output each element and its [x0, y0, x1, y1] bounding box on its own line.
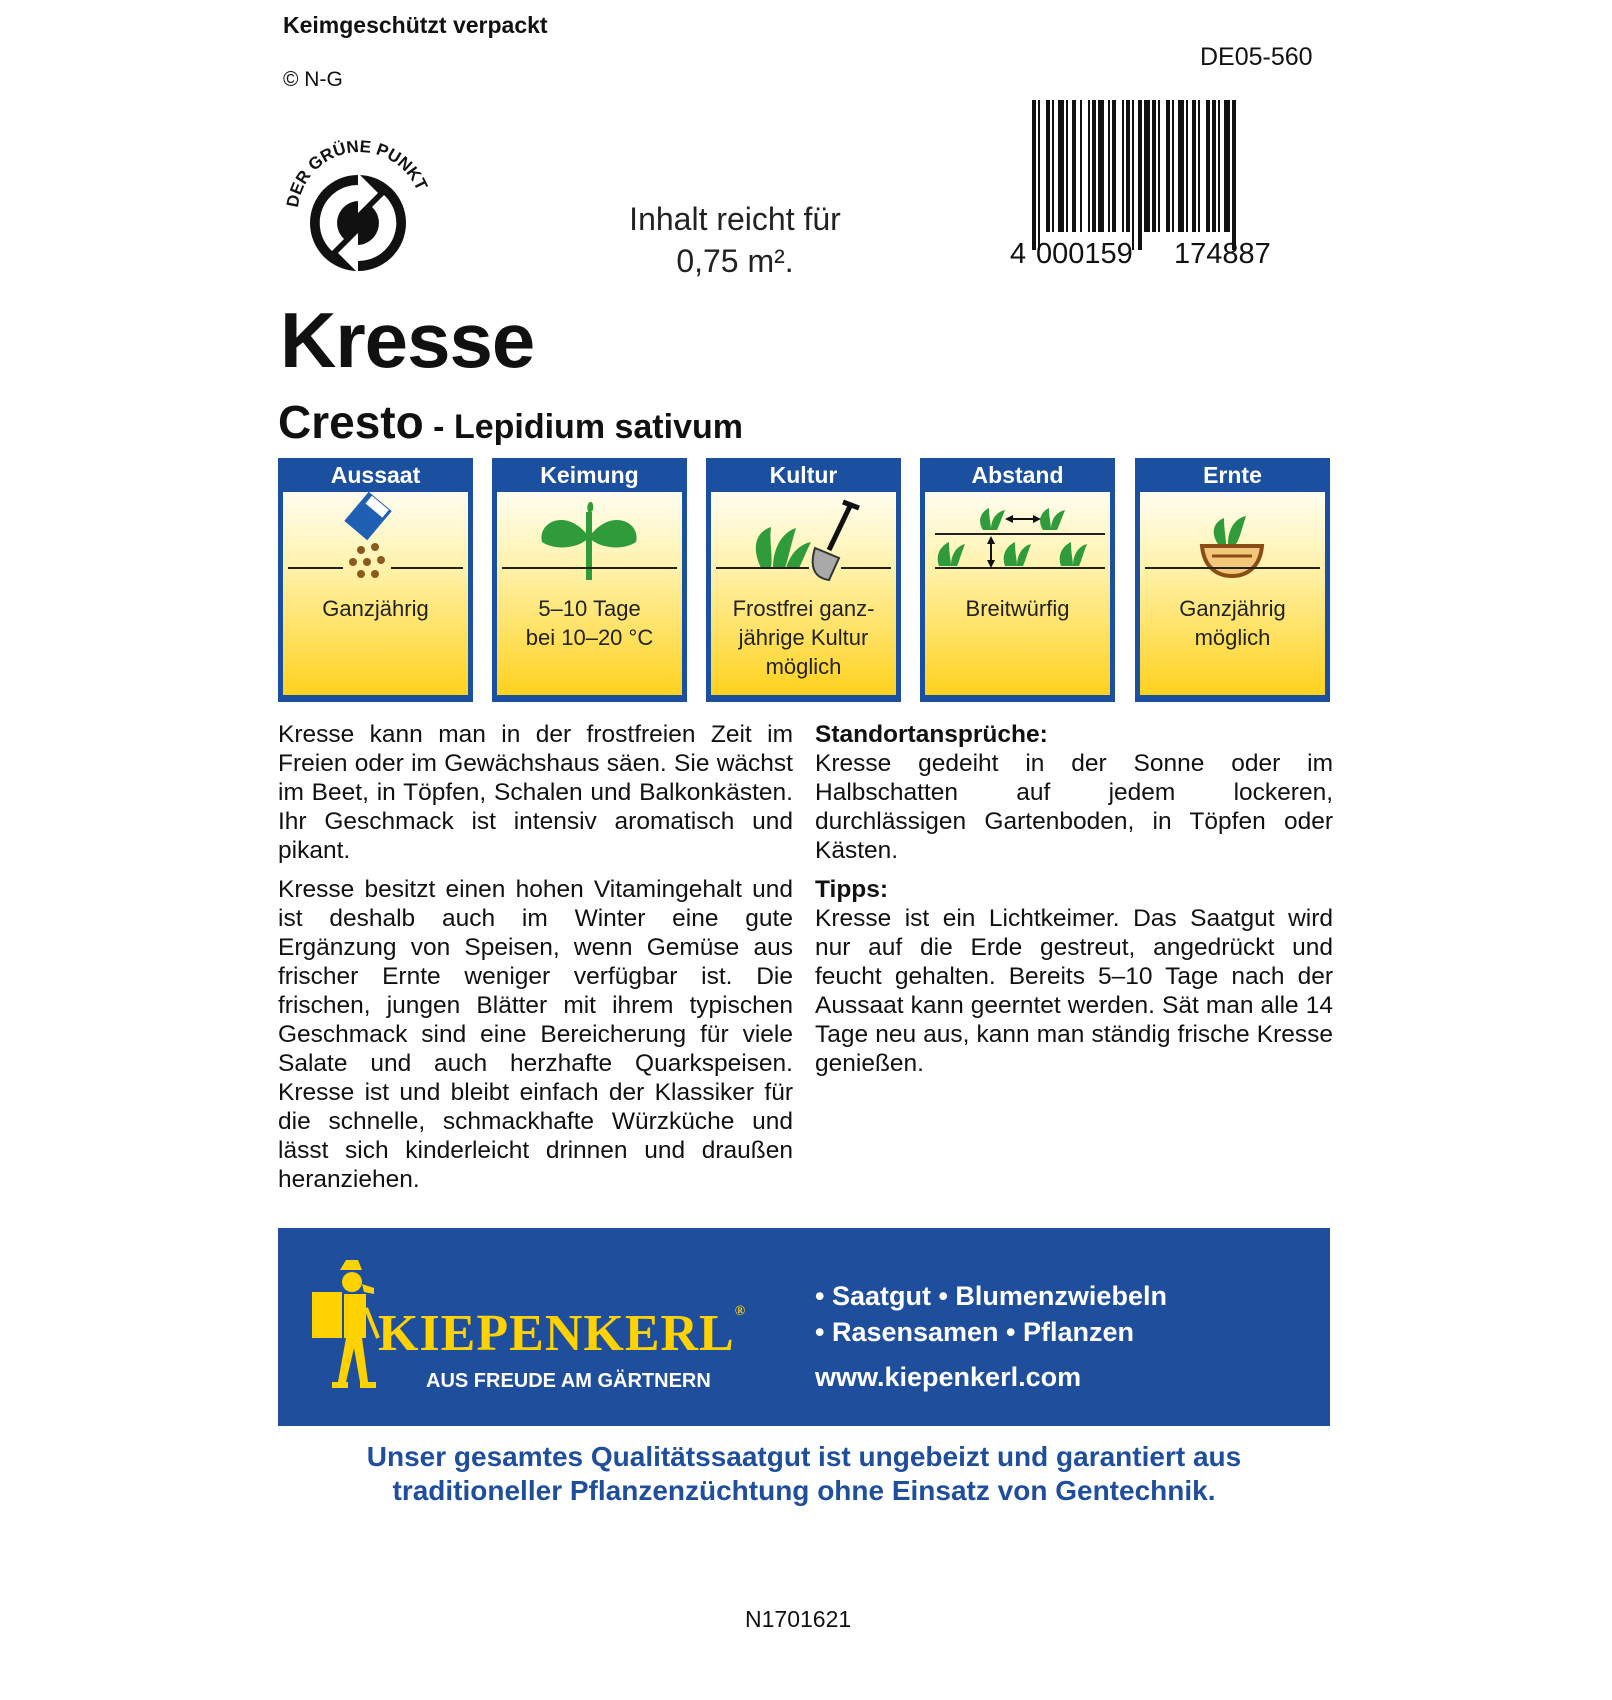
barcode-bar: [1198, 100, 1200, 232]
registered-mark: ®: [734, 1304, 747, 1319]
location-text: Kresse gedeiht in der Sonne oder im Halbschatten auf jedem lockeren, durchlässigen Gartenboden, in Töpfen oder Kästen.: [815, 750, 1333, 864]
brand-name: KIEPENKERL: [378, 1305, 735, 1362]
barcode-bar: [1186, 100, 1188, 232]
contents-line-2: 0,75 m².: [676, 243, 794, 279]
brand-logo: [378, 1304, 746, 1363]
card-text-line: möglich: [1194, 625, 1271, 650]
product-subtitle: [278, 395, 743, 449]
tips-text: Kresse ist ein Lichtkeimer. Das Saatgut wird nur auf die Erde gestreut, angedrückt und feucht gehalten. Bereits 5–10 Tage nach der Aussaat kann geerntet werden. Sät man alle 14 Tage neu aus, kann man ständig frische Kresse genießen.: [815, 905, 1333, 1077]
barcode-bar: [1092, 100, 1096, 232]
barcode-bar: [1066, 100, 1068, 232]
contents-info: [580, 198, 890, 282]
card-title: Keimung: [540, 462, 639, 488]
barcode-bar: [1166, 100, 1170, 232]
barcode-bar: [1112, 100, 1116, 232]
barcode-group-2: 174887: [1174, 238, 1271, 270]
card-text: Ganzjährig: [322, 596, 429, 621]
product-name: Kresse: [280, 296, 535, 384]
barcode-bar: [1038, 100, 1040, 250]
product-range-line: • Saatgut • Blumenzwiebeln: [815, 1281, 1167, 1311]
card-text-line: Ganzjährig: [1179, 596, 1286, 621]
barcode-bar: [1122, 100, 1124, 232]
barcode-bar: [1232, 100, 1236, 250]
sowing-icon: [283, 492, 468, 582]
barcode: [1010, 100, 1325, 275]
tips-column: [815, 720, 1333, 1088]
card-text: [711, 594, 896, 681]
barcode-bar: [1192, 100, 1196, 232]
article-code: DE05-560: [1200, 43, 1313, 71]
card-text: [497, 594, 682, 652]
keimgeschuetzt-label: Keimgeschützt verpackt: [283, 12, 548, 38]
barcode-bar: [1144, 100, 1150, 232]
barcode-bar: [1132, 100, 1134, 250]
barcode-bar: [1126, 100, 1130, 232]
green-dot-logo-icon: [278, 133, 438, 283]
quality-note-line: traditioneller Pflanzenzüchtung ohne Einsatz von Gentechnik.: [392, 1475, 1216, 1506]
seedling-icon: [497, 492, 682, 582]
tips-heading: Tipps:: [815, 876, 889, 903]
card-kultur: [706, 458, 901, 702]
batch-code: N1701621: [745, 1606, 852, 1632]
card-ernte: [1135, 458, 1330, 702]
barcode-bar: [1032, 100, 1036, 250]
green-dot-text: DER GRÜNE PUNKT: [282, 136, 432, 209]
kiepenkerl-mascot-icon: [310, 1258, 380, 1398]
barcode-bar: [1138, 100, 1142, 250]
brand-tagline: AUS FREUDE AM GÄRTNERN: [426, 1370, 711, 1392]
barcode-bar: [1046, 100, 1050, 232]
card-title: Abstand: [971, 462, 1064, 488]
card-title: Kultur: [769, 462, 838, 488]
contents-line-1: Inhalt reicht für: [629, 201, 841, 237]
subtitle-separator: -: [423, 408, 454, 446]
product-range: [815, 1278, 1167, 1350]
barcode-bar: [1206, 100, 1210, 232]
location-heading: Standortansprüche:: [815, 721, 1048, 748]
card-text-line: bei 10–20 °C: [525, 625, 654, 650]
card-title: Ernte: [1203, 462, 1262, 488]
barcode-group-1: 000159: [1036, 238, 1133, 270]
card-keimung: [492, 458, 687, 702]
growing-info-cards: [278, 458, 1330, 702]
card-text-line: jährige Kultur: [738, 625, 869, 650]
quality-note: [278, 1440, 1330, 1508]
spade-icon: [711, 492, 896, 582]
website-link[interactable]: www.kiepenkerl.com: [815, 1362, 1082, 1392]
barcode-bar: [1088, 100, 1090, 232]
card-text-line: Frostfrei ganz-: [732, 596, 875, 621]
description-paragraph: Kresse besitzt einen hohen Vitamingehalt und ist deshalb auch im Winter eine gute Ergänzung von Speisen, wenn Gemüse aus frischer Ernte weniger verfügbar ist. Die frischen, jungen Blätter mit ihrem typischen Geschmack sind eine Bereicherung für viele Salate und auch herzhafte Quarkspeisen. Kresse ist und bleibt einfach der Klassiker für die schnelle, schmackhafte Würzküche und lässt sich kinderleicht drinnen und draußen heranziehen.: [278, 876, 793, 1193]
spacing-icon: [925, 492, 1110, 582]
card-abstand: [920, 458, 1115, 702]
barcode-bar: [1080, 100, 1082, 232]
barcode-bar: [1058, 100, 1064, 232]
barcode-bar: [1098, 100, 1104, 232]
copyright-label: © N-G: [283, 68, 343, 91]
description-column: [278, 720, 793, 1204]
description-paragraph: Kresse kann man in der frostfreien Zeit im Freien oder im Gewächshaus säen. Sie wächst im Beet, in Töpfen, Schalen und Balkonkästen. Ihr Geschmack ist intensiv aromatisch und pikant.: [278, 721, 793, 864]
barcode-bar: [1178, 100, 1184, 232]
quality-note-line: Unser gesamtes Qualitätssaatgut ist ungebeizt und garantiert aus: [366, 1441, 1242, 1472]
barcode-bar: [1072, 100, 1076, 232]
latin-name: Lepidium sativum: [453, 408, 743, 446]
card-text-line: 5–10 Tage: [538, 596, 641, 621]
barcode-bar: [1152, 100, 1156, 232]
brand-banner: [278, 1228, 1330, 1426]
barcode-bar: [1158, 100, 1160, 232]
card-aussaat: [278, 458, 473, 702]
barcode-bar: [1218, 100, 1220, 232]
card-text: [1140, 594, 1325, 652]
card-text-line: möglich: [765, 654, 842, 679]
product-range-line: • Rasensamen • Pflanzen: [815, 1317, 1135, 1347]
card-title: Aussaat: [330, 462, 421, 488]
variety-name: Cresto: [278, 396, 424, 448]
barcode-bar: [1212, 100, 1216, 232]
barcode-bar: [1108, 100, 1110, 232]
barcode-bar: [1052, 100, 1054, 232]
harvest-bowl-icon: [1140, 492, 1325, 582]
barcode-digit-first: 4: [1010, 238, 1027, 270]
barcode-bar: [1172, 100, 1174, 232]
barcode-bar: [1224, 100, 1230, 232]
card-text: Breitwürfig: [965, 596, 1070, 621]
